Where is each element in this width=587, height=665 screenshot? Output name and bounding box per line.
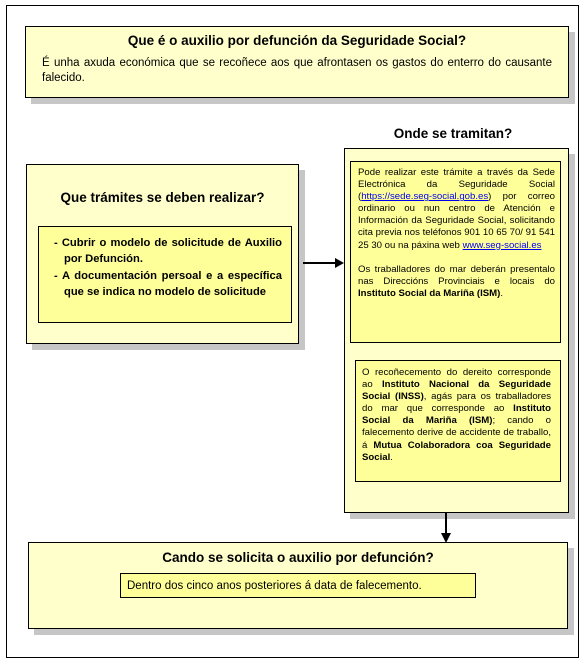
when-title: Cando se solicita o auxilio por defunción? bbox=[162, 550, 434, 565]
where-title: Onde se tramitan? bbox=[393, 126, 513, 141]
where-paragraph-1: Pode realizar este trámite a través da Sede Electrónica da Seguridade Social (https://sede.seg-social.gob.es) por correo ordinario ou nun centro de Atención e Información da Seguridade Social, solicitando cita previa nos teléfonos 901 10 65 70/ 91 541 25 30 ou na páxina web www.seg-social.es bbox=[358, 167, 555, 251]
when-box bbox=[28, 542, 568, 629]
arrow-right-icon bbox=[300, 256, 346, 270]
procedures-title: Que trámites se deben realizar? bbox=[60, 190, 265, 205]
procedures-list-box bbox=[38, 226, 292, 323]
procedures-list bbox=[51, 236, 282, 300]
definition-title: Que é o auxilio por defunción da Seguridade Social? bbox=[127, 33, 467, 48]
recognition-paragraph: O recoñecemento do dereito corresponde ao Instituto Nacional da Seguridade Social (INSS), agás para os traballadores do mar que corresponde ao Instituto Social da Mariña (ISM); cando o falecemento derive de accidente de traballo, á Mutua Colaboradora coa Seguridade Social. bbox=[362, 367, 551, 463]
list-item: - A documentación persoal e a específica que se indica no modelo de solicitude bbox=[54, 270, 282, 298]
where-paragraph-2: Os traballadores do mar deberán presentalo nas Direccións Provinciais e locais do Instituto Social da Mariña (ISM). bbox=[358, 263, 555, 299]
arrow-down-icon bbox=[439, 512, 453, 544]
when-answer-text: Dentro dos cinco anos posteriores á data de falecemento. bbox=[127, 580, 422, 592]
definition-box bbox=[25, 26, 569, 98]
when-answer-box bbox=[120, 573, 476, 598]
where-info-box bbox=[350, 161, 561, 343]
where-box bbox=[344, 148, 569, 513]
recognition-box bbox=[355, 360, 561, 482]
procedures-box bbox=[26, 164, 299, 344]
sede-link[interactable]: https://sede.seg-social.gob.es bbox=[361, 191, 489, 203]
list-item: - Cubrir o modelo de solicitude de Auxilio por Defunción. bbox=[54, 237, 282, 265]
web-link[interactable]: www.seg-social.es bbox=[462, 239, 542, 251]
definition-text: É unha axuda económica que se recoñece aos que afrontasen os gastos do enterro do causante falecido. bbox=[42, 57, 552, 84]
